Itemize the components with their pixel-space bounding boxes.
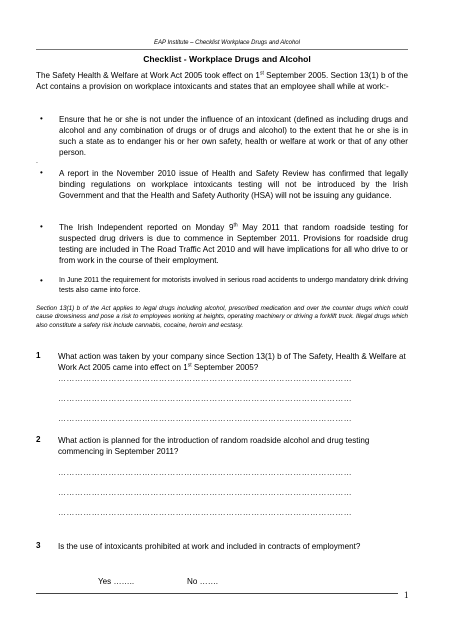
intro-text-b: September 2005. Section 13(1) b of the Act contains a provision on workplace intoxicants and states that an employee shall while at work:- [36,71,408,91]
legal-note: Section 13(1) b of the Act applies to legal drugs including alcohol, prescribed medication and over the counter drugs which could cause drowsiness and pose a risk to employees working at heights, operating machinery or driving a forklift truck. Illegal drugs which also constitute a safety risk include cannabis, cocaine, heroin and ecstasy. [36,305,408,329]
intro-sup: st [259,70,264,77]
question-2-text: What action is planned for the introduction of random roadside alcohol and drug testing commencing in September 2011? [58,436,370,456]
intro-paragraph [36,70,408,92]
question-number: 3 [36,541,41,550]
page-number: 1 [404,590,409,600]
bullet-marker: • [40,114,43,123]
document-title: Checklist - Workplace Drugs and Alcohol [143,54,311,64]
bullet-item-1: Ensure that he or she is not under the influence of an intoxicant (defined as including drugs and alcohol and any combination of drugs or of drugs and alcohol) to the extent that he or she is in such a state as to endanger his or her own safety, health or welfare at work or that of any other person. [59,115,408,157]
no-option[interactable]: No ……. [187,577,219,586]
answer-line[interactable]: …………………………………………………………………………………………… [58,468,352,477]
yes-option[interactable]: Yes …….. [98,577,135,586]
question-number: 2 [36,435,41,444]
stray-mark: . [36,158,38,165]
question-1-text-a: What action was taken by your company since Section 13(1) b of The Safety, Health & Welfare at Work Act 2005 came into effect on 1 [58,352,406,372]
bullet-item-4: In June 2011 the requirement for motorists involved in serious road accidents to undergo mandatory drink driving tests also came into force. [59,277,408,294]
bullet-marker: • [40,276,43,285]
question-number: 1 [36,351,41,360]
answer-line[interactable]: …………………………………………………………………………………………… [58,394,352,403]
answer-line[interactable]: …………………………………………………………………………………………… [58,414,352,423]
question-1-text-b: September 2005? [191,363,259,372]
header-divider [36,49,408,50]
question-1-sup: st [187,362,192,369]
question-3-text: Is the use of intoxicants prohibited at work and included in contracts of employment? [58,542,361,551]
bullet-marker: • [40,168,43,177]
answer-line[interactable]: …………………………………………………………………………………………… [58,374,352,383]
bullet-item-3 [59,222,408,266]
answer-line[interactable]: …………………………………………………………………………………………… [58,508,352,517]
bullet-3-text-a: The Irish Independent reported on Monday 9 [59,223,234,232]
bullet-item-2: A report in the November 2010 issue of Health and Safety Review has confirmed that legally binding regulations on workplace intoxicants testing will not be introduced by the Irish Government and that the Health and Safety Authority (HSA) will not be issuing any guidance. [59,169,408,200]
answer-line[interactable]: …………………………………………………………………………………………… [58,488,352,497]
bullet-marker: • [40,222,43,231]
question-1-text [58,351,408,373]
intro-text-a: The Safety Health & Welfare at Work Act 2005 took effect on 1 [36,71,260,80]
footer-divider [36,593,398,594]
running-header: EAP Institute – Checklist Workplace Drugs and Alcohol [154,40,300,46]
bullet-3-sup: th [233,222,238,229]
bullet-3-text-b: May 2011 that random roadside testing for suspected drug drivers is due to commence in September 2011. Provisions for roadside drug testing are included in The Road Traffic Act 2010 and will have implications for all who drive to or from work in the course of their employment. [59,223,409,265]
